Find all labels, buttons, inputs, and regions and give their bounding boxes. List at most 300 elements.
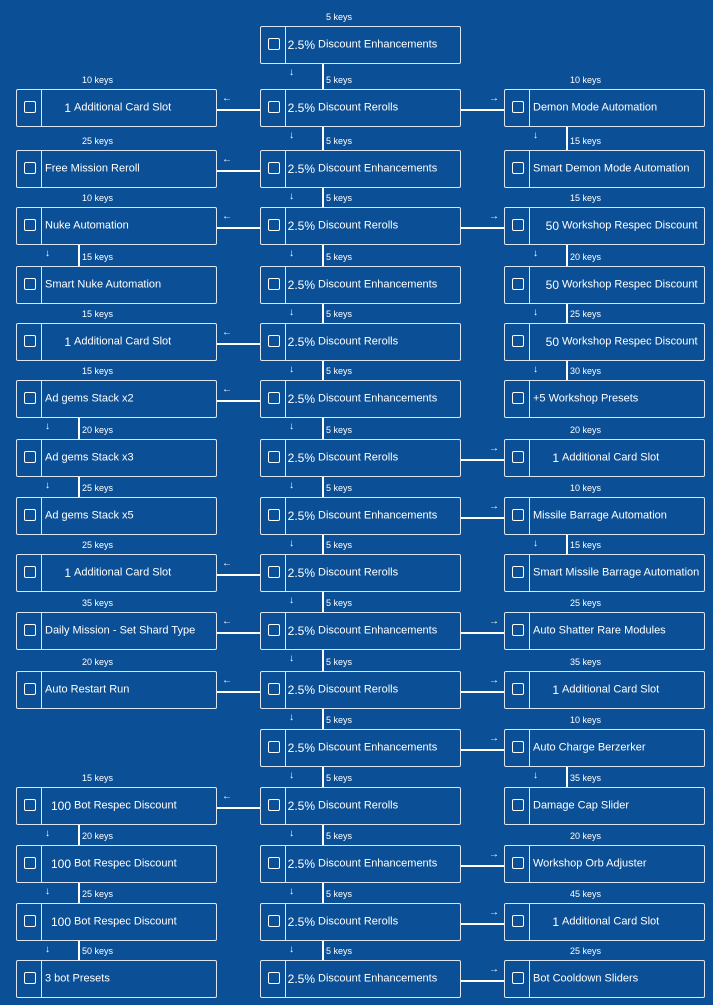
keys-cost: 10 keys xyxy=(570,75,602,85)
checkbox[interactable] xyxy=(512,683,524,695)
upgrade-label: Bot Respec Discount xyxy=(74,915,177,928)
arrow-down-icon: ↓ xyxy=(289,944,294,955)
upgrade-label: Ad gems Stack x5 xyxy=(45,509,134,522)
node-divider xyxy=(529,787,530,825)
connector-line xyxy=(322,418,324,439)
checkbox[interactable] xyxy=(24,857,36,869)
checkbox[interactable] xyxy=(268,683,280,695)
upgrade-node-center[interactable] xyxy=(260,26,461,64)
upgrade-label: Discount Enhancements xyxy=(318,624,438,637)
upgrade-label: Discount Enhancements xyxy=(318,38,438,51)
upgrade-node-right[interactable] xyxy=(504,903,705,941)
upgrade-node-left[interactable] xyxy=(16,497,217,535)
checkbox[interactable] xyxy=(512,799,524,811)
upgrade-label: Workshop Respec Discount xyxy=(562,219,698,232)
connector-line xyxy=(461,749,504,751)
keys-cost: 20 keys xyxy=(570,252,602,262)
upgrade-label: Free Mission Reroll xyxy=(45,162,140,175)
checkbox[interactable] xyxy=(512,624,524,636)
upgrade-node-right[interactable] xyxy=(504,207,705,245)
keys-cost: 5 keys xyxy=(326,831,353,841)
arrow-left-icon: ← xyxy=(222,384,232,395)
upgrade-label: Daily Mission - Set Shard Type xyxy=(45,624,196,637)
connector-line xyxy=(217,691,260,693)
node-divider xyxy=(41,612,42,650)
upgrade-value: 2.5% xyxy=(287,335,315,349)
upgrade-value: 2.5% xyxy=(287,451,315,465)
checkbox[interactable] xyxy=(512,509,524,521)
connector-line xyxy=(566,127,568,150)
node-divider xyxy=(529,150,530,188)
upgrade-node-right[interactable] xyxy=(504,787,705,825)
connector-line xyxy=(322,767,324,787)
upgrade-node-center[interactable] xyxy=(260,845,461,883)
keys-cost: 5 keys xyxy=(326,425,353,435)
upgrade-label: Bot Respec Discount xyxy=(74,799,177,812)
upgrade-node-center[interactable] xyxy=(260,207,461,245)
connector-line xyxy=(322,64,324,89)
keys-cost: 20 keys xyxy=(570,831,602,841)
checkbox[interactable] xyxy=(512,972,524,984)
node-divider xyxy=(41,207,42,245)
upgrade-value: 50 xyxy=(545,278,559,292)
connector-line xyxy=(566,245,568,266)
upgrade-node-center[interactable] xyxy=(260,903,461,941)
upgrade-label: Workshop Respec Discount xyxy=(562,335,698,348)
connector-line xyxy=(78,418,80,439)
keys-cost: 30 keys xyxy=(570,366,602,376)
arrow-right-icon: → xyxy=(489,733,499,744)
checkbox[interactable] xyxy=(512,915,524,927)
upgrade-label: +5 Workshop Presets xyxy=(533,392,639,405)
upgrade-value: 1 xyxy=(552,683,559,697)
checkbox[interactable] xyxy=(24,219,36,231)
arrow-down-icon: ↓ xyxy=(45,886,50,897)
upgrade-value: 100 xyxy=(50,799,71,813)
checkbox[interactable] xyxy=(24,162,36,174)
arrow-down-icon: ↓ xyxy=(289,67,294,78)
arrow-down-icon: ↓ xyxy=(289,364,294,375)
upgrade-label: Additional Card Slot xyxy=(74,335,172,348)
keys-cost: 20 keys xyxy=(82,657,114,667)
node-divider xyxy=(41,150,42,188)
checkbox[interactable] xyxy=(512,162,524,174)
connector-line xyxy=(566,767,568,787)
upgrade-label: Discount Enhancements xyxy=(318,972,438,985)
arrow-down-icon: ↓ xyxy=(289,770,294,781)
upgrade-node-center[interactable] xyxy=(260,89,461,127)
checkbox[interactable] xyxy=(512,219,524,231)
checkbox[interactable] xyxy=(24,799,36,811)
arrow-down-icon: ↓ xyxy=(289,828,294,839)
upgrade-node-left[interactable] xyxy=(16,266,217,304)
connector-line xyxy=(217,632,260,634)
arrow-down-icon: ↓ xyxy=(289,712,294,723)
arrow-down-icon: ↓ xyxy=(289,886,294,897)
arrow-down-icon: ↓ xyxy=(533,307,538,318)
arrow-down-icon: ↓ xyxy=(45,248,50,259)
checkbox[interactable] xyxy=(24,566,36,578)
upgrade-node-center[interactable] xyxy=(260,960,461,998)
keys-cost: 10 keys xyxy=(570,483,602,493)
connector-line xyxy=(322,535,324,554)
checkbox[interactable] xyxy=(512,335,524,347)
upgrade-node-right[interactable] xyxy=(504,497,705,535)
keys-cost: 5 keys xyxy=(326,75,353,85)
keys-cost: 15 keys xyxy=(570,136,602,146)
upgrade-node-left[interactable] xyxy=(16,380,217,418)
upgrade-node-center[interactable] xyxy=(260,612,461,650)
upgrade-label: Ad gems Stack x3 xyxy=(45,451,134,464)
upgrade-label: Bot Cooldown Sliders xyxy=(533,972,639,985)
upgrade-node-right[interactable] xyxy=(504,266,705,304)
arrow-left-icon: ← xyxy=(222,616,232,627)
upgrade-node-right[interactable] xyxy=(504,845,705,883)
keys-cost: 15 keys xyxy=(570,193,602,203)
checkbox[interactable] xyxy=(24,624,36,636)
connector-line xyxy=(322,825,324,845)
upgrade-node-center[interactable] xyxy=(260,671,461,709)
checkbox[interactable] xyxy=(268,741,280,753)
upgrade-node-center[interactable] xyxy=(260,497,461,535)
upgrade-label: Additional Card Slot xyxy=(562,451,660,464)
node-divider xyxy=(529,554,530,592)
keys-cost: 5 keys xyxy=(326,309,353,319)
upgrade-label: 3 bot Presets xyxy=(45,972,110,985)
keys-cost: 5 keys xyxy=(326,136,353,146)
node-divider xyxy=(529,729,530,767)
connector-line xyxy=(461,632,504,634)
arrow-down-icon: ↓ xyxy=(533,248,538,259)
upgrade-label: Additional Card Slot xyxy=(562,683,660,696)
connector-line xyxy=(217,343,260,345)
upgrade-node-right[interactable] xyxy=(504,960,705,998)
keys-cost: 10 keys xyxy=(82,75,114,85)
checkbox[interactable] xyxy=(24,278,36,290)
upgrade-value: 2.5% xyxy=(287,915,315,929)
upgrade-value: 1 xyxy=(64,335,71,349)
arrow-right-icon: → xyxy=(489,211,499,222)
keys-cost: 5 keys xyxy=(326,193,353,203)
arrow-down-icon: ↓ xyxy=(289,480,294,491)
keys-cost: 15 keys xyxy=(82,366,114,376)
upgrade-value: 2.5% xyxy=(287,509,315,523)
arrow-down-icon: ↓ xyxy=(289,538,294,549)
upgrade-label: Discount Rerolls xyxy=(318,915,399,928)
upgrade-label: Discount Rerolls xyxy=(318,101,399,114)
checkbox[interactable] xyxy=(512,451,524,463)
checkbox[interactable] xyxy=(268,335,280,347)
upgrade-label: Additional Card Slot xyxy=(562,915,660,928)
upgrade-label: Auto Shatter Rare Modules xyxy=(533,624,666,637)
upgrade-value: 2.5% xyxy=(287,278,315,292)
connector-line xyxy=(78,825,80,845)
keys-cost: 25 keys xyxy=(570,946,602,956)
upgrade-value: 100 xyxy=(50,915,71,929)
node-divider xyxy=(529,612,530,650)
arrow-down-icon: ↓ xyxy=(289,595,294,606)
upgrade-value: 1 xyxy=(552,915,559,929)
keys-cost: 5 keys xyxy=(326,657,353,667)
checkbox[interactable] xyxy=(24,451,36,463)
connector-line xyxy=(322,127,324,150)
checkbox[interactable] xyxy=(268,509,280,521)
keys-cost: 15 keys xyxy=(570,540,602,550)
upgrade-node-left[interactable] xyxy=(16,960,217,998)
upgrade-node-right[interactable] xyxy=(504,150,705,188)
checkbox[interactable] xyxy=(24,915,36,927)
arrow-down-icon: ↓ xyxy=(45,828,50,839)
keys-cost: 5 keys xyxy=(326,889,353,899)
connector-line xyxy=(217,400,260,402)
keys-cost: 25 keys xyxy=(570,598,602,608)
connector-line xyxy=(322,592,324,612)
keys-cost: 25 keys xyxy=(82,483,114,493)
connector-line xyxy=(322,361,324,380)
upgrade-node-right[interactable] xyxy=(504,729,705,767)
keys-cost: 5 keys xyxy=(326,483,353,493)
upgrade-node-left[interactable] xyxy=(16,439,217,477)
keys-cost: 50 keys xyxy=(82,946,114,956)
keys-cost: 5 keys xyxy=(326,715,353,725)
checkbox[interactable] xyxy=(268,624,280,636)
connector-line xyxy=(461,227,504,229)
node-divider xyxy=(41,266,42,304)
connector-line xyxy=(461,517,504,519)
upgrade-label: Discount Enhancements xyxy=(318,741,438,754)
keys-cost: 5 keys xyxy=(326,946,353,956)
checkbox[interactable] xyxy=(268,101,280,113)
upgrade-value: 2.5% xyxy=(287,219,315,233)
upgrade-label: Smart Nuke Automation xyxy=(45,278,162,291)
checkbox[interactable] xyxy=(512,566,524,578)
keys-cost: 5 keys xyxy=(326,252,353,262)
upgrade-label: Ad gems Stack x2 xyxy=(45,392,134,405)
keys-cost: 20 keys xyxy=(82,425,114,435)
arrow-left-icon: ← xyxy=(222,791,232,802)
node-divider xyxy=(41,960,42,998)
connector-line xyxy=(322,304,324,323)
upgrade-node-right[interactable] xyxy=(504,323,705,361)
keys-cost: 25 keys xyxy=(82,889,114,899)
upgrade-label: Discount Enhancements xyxy=(318,392,438,405)
connector-line xyxy=(322,245,324,266)
upgrade-node-left[interactable] xyxy=(16,150,217,188)
upgrade-label: Discount Enhancements xyxy=(318,162,438,175)
connector-line xyxy=(566,304,568,323)
upgrade-node-left[interactable] xyxy=(16,845,217,883)
checkbox[interactable] xyxy=(512,101,524,113)
upgrade-node-center[interactable] xyxy=(260,266,461,304)
upgrade-node-right[interactable] xyxy=(504,554,705,592)
keys-cost: 5 keys xyxy=(326,366,353,376)
connector-line xyxy=(461,691,504,693)
upgrade-node-left[interactable] xyxy=(16,323,217,361)
upgrade-node-center[interactable] xyxy=(260,150,461,188)
checkbox[interactable] xyxy=(268,972,280,984)
checkbox[interactable] xyxy=(512,278,524,290)
upgrade-node-right[interactable] xyxy=(504,380,705,418)
node-divider xyxy=(41,671,42,709)
connector-line xyxy=(217,227,260,229)
arrow-down-icon: ↓ xyxy=(289,653,294,664)
connector-line xyxy=(566,535,568,554)
upgrade-node-right[interactable] xyxy=(504,89,705,127)
checkbox[interactable] xyxy=(24,509,36,521)
upgrade-label: Discount Enhancements xyxy=(318,278,438,291)
upgrade-node-left[interactable] xyxy=(16,89,217,127)
connector-line xyxy=(217,109,260,111)
checkbox[interactable] xyxy=(268,162,280,174)
arrow-right-icon: → xyxy=(489,93,499,104)
upgrade-node-left[interactable] xyxy=(16,554,217,592)
arrow-down-icon: ↓ xyxy=(289,130,294,141)
upgrade-label: Auto Charge Berzerker xyxy=(533,741,646,754)
checkbox[interactable] xyxy=(268,566,280,578)
upgrade-label: Missile Barrage Automation xyxy=(533,509,667,522)
arrow-left-icon: ← xyxy=(222,327,232,338)
checkbox[interactable] xyxy=(268,451,280,463)
upgrade-label: Discount Rerolls xyxy=(318,566,399,579)
checkbox[interactable] xyxy=(268,392,280,404)
upgrade-node-left[interactable] xyxy=(16,207,217,245)
connector-line xyxy=(217,807,260,809)
upgrade-node-right[interactable] xyxy=(504,439,705,477)
upgrade-label: Discount Rerolls xyxy=(318,683,399,696)
upgrade-label: Demon Mode Automation xyxy=(533,101,658,114)
arrow-down-icon: ↓ xyxy=(45,944,50,955)
checkbox[interactable] xyxy=(268,857,280,869)
arrow-right-icon: → xyxy=(489,501,499,512)
upgrade-label: Smart Demon Mode Automation xyxy=(533,162,690,175)
upgrade-value: 2.5% xyxy=(287,972,315,986)
upgrade-node-center[interactable] xyxy=(260,380,461,418)
connector-line xyxy=(322,941,324,960)
upgrade-node-left[interactable] xyxy=(16,612,217,650)
arrow-left-icon: ← xyxy=(222,675,232,686)
checkbox[interactable] xyxy=(268,915,280,927)
connector-line xyxy=(461,109,504,111)
upgrade-node-right[interactable] xyxy=(504,612,705,650)
upgrade-label: Discount Enhancements xyxy=(318,857,438,870)
checkbox[interactable] xyxy=(24,392,36,404)
upgrade-label: Damage Cap Slider xyxy=(533,799,629,812)
arrow-down-icon: ↓ xyxy=(45,421,50,432)
keys-cost: 10 keys xyxy=(82,193,114,203)
connector-line xyxy=(566,361,568,380)
checkbox[interactable] xyxy=(512,741,524,753)
arrow-right-icon: → xyxy=(489,616,499,627)
upgrade-value: 2.5% xyxy=(287,857,315,871)
keys-cost: 35 keys xyxy=(82,598,114,608)
connector-line xyxy=(322,477,324,497)
checkbox[interactable] xyxy=(24,683,36,695)
upgrade-node-left[interactable] xyxy=(16,787,217,825)
keys-cost: 5 keys xyxy=(326,773,353,783)
arrow-right-icon: → xyxy=(489,443,499,454)
upgrade-value: 1 xyxy=(64,101,71,115)
upgrade-value: 2.5% xyxy=(287,683,315,697)
connector-line xyxy=(322,650,324,671)
upgrade-label: Discount Rerolls xyxy=(318,451,399,464)
upgrade-node-left[interactable] xyxy=(16,903,217,941)
connector-line xyxy=(461,865,504,867)
arrow-down-icon: ↓ xyxy=(45,480,50,491)
checkbox[interactable] xyxy=(24,972,36,984)
keys-cost: 25 keys xyxy=(82,136,114,146)
upgrade-node-center[interactable] xyxy=(260,323,461,361)
upgrade-label: Bot Respec Discount xyxy=(74,857,177,870)
upgrade-value: 2.5% xyxy=(287,799,315,813)
upgrade-label: Workshop Orb Adjuster xyxy=(533,857,647,870)
arrow-left-icon: ← xyxy=(222,211,232,222)
checkbox[interactable] xyxy=(268,38,280,50)
connector-line xyxy=(217,170,260,172)
keys-cost: 45 keys xyxy=(570,889,602,899)
checkbox[interactable] xyxy=(268,219,280,231)
upgrade-value: 50 xyxy=(545,335,559,349)
node-divider xyxy=(529,497,530,535)
arrow-down-icon: ↓ xyxy=(533,538,538,549)
upgrade-node-center[interactable] xyxy=(260,787,461,825)
arrow-right-icon: → xyxy=(489,849,499,860)
keys-cost: 15 keys xyxy=(82,773,114,783)
arrow-down-icon: ↓ xyxy=(289,191,294,202)
node-divider xyxy=(41,439,42,477)
checkbox[interactable] xyxy=(512,392,524,404)
connector-line xyxy=(78,477,80,497)
arrow-down-icon: ↓ xyxy=(289,307,294,318)
connector-line xyxy=(78,883,80,903)
upgrade-label: Auto Restart Run xyxy=(45,683,130,696)
arrow-down-icon: ↓ xyxy=(533,770,538,781)
upgrade-label: Workshop Respec Discount xyxy=(562,278,698,291)
node-divider xyxy=(41,380,42,418)
connector-line xyxy=(78,245,80,266)
upgrade-value: 1 xyxy=(64,566,71,580)
upgrade-value: 2.5% xyxy=(287,741,315,755)
upgrade-label: Additional Card Slot xyxy=(74,566,172,579)
upgrade-value: 2.5% xyxy=(287,38,315,52)
connector-line xyxy=(322,709,324,729)
upgrade-label: Additional Card Slot xyxy=(74,101,172,114)
checkbox[interactable] xyxy=(268,799,280,811)
keys-cost: 5 keys xyxy=(326,12,353,22)
upgrade-label: Smart Missile Barrage Automation xyxy=(533,566,700,579)
node-divider xyxy=(529,960,530,998)
upgrade-node-center[interactable] xyxy=(260,554,461,592)
node-divider xyxy=(41,497,42,535)
keys-cost: 10 keys xyxy=(570,715,602,725)
keys-cost: 35 keys xyxy=(570,773,602,783)
keys-cost: 15 keys xyxy=(82,309,114,319)
checkbox[interactable] xyxy=(24,335,36,347)
arrow-right-icon: → xyxy=(489,907,499,918)
keys-cost: 5 keys xyxy=(326,598,353,608)
checkbox[interactable] xyxy=(268,278,280,290)
upgrade-node-left[interactable] xyxy=(16,671,217,709)
checkbox[interactable] xyxy=(512,857,524,869)
upgrade-node-right[interactable] xyxy=(504,671,705,709)
upgrade-value: 2.5% xyxy=(287,162,315,176)
upgrade-node-center[interactable] xyxy=(260,729,461,767)
connector-line xyxy=(322,883,324,903)
upgrade-node-center[interactable] xyxy=(260,439,461,477)
keys-cost: 20 keys xyxy=(82,831,114,841)
upgrade-value: 2.5% xyxy=(287,566,315,580)
checkbox[interactable] xyxy=(24,101,36,113)
connector-line xyxy=(461,980,504,982)
